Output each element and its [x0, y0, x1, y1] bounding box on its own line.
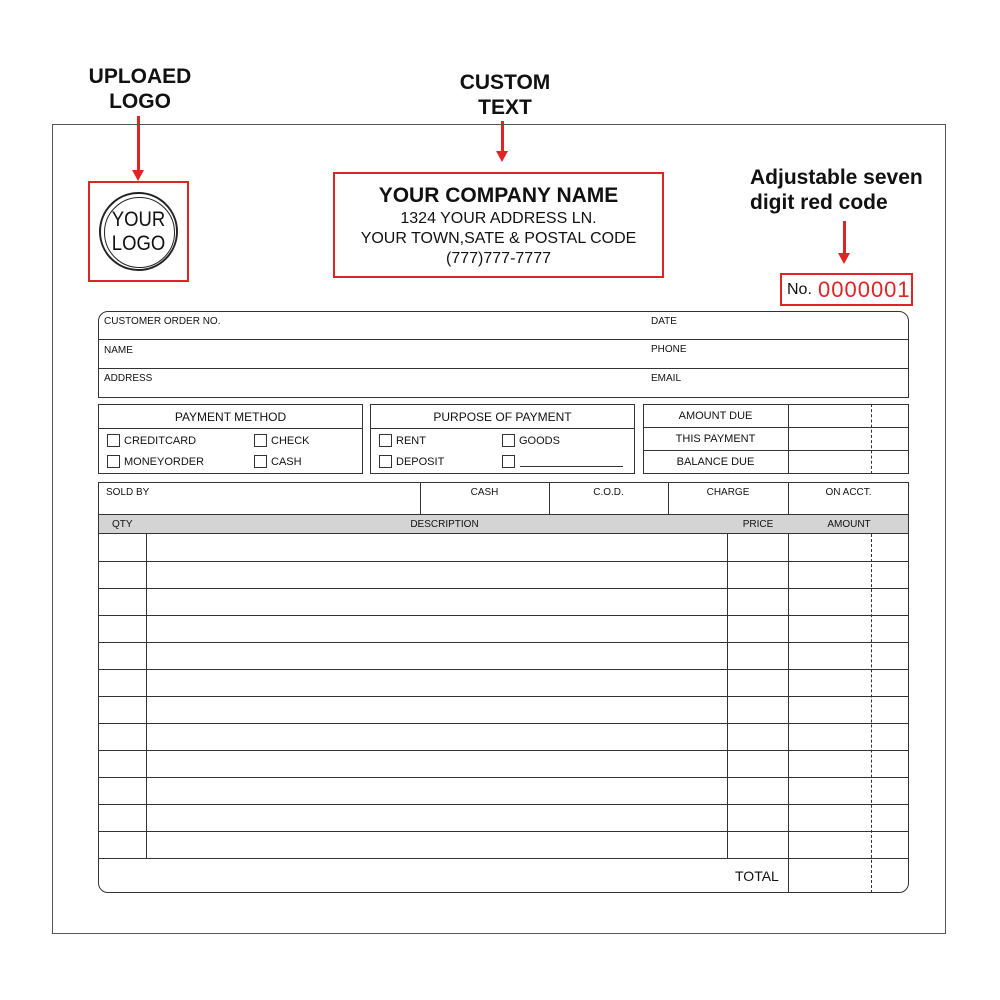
name-label: NAME: [104, 345, 133, 356]
creditcard-label: CREDITCARD: [124, 435, 197, 447]
callout-logo-line2: LOGO: [109, 90, 171, 113]
balance-due-label: BALANCE DUE: [676, 456, 755, 468]
callout-logo-line1: UPLOAED: [88, 65, 192, 88]
table-row[interactable]: [98, 669, 909, 670]
sold-cash-label: CASH: [470, 487, 499, 498]
company-address: 1324 YOUR ADDRESS LN.: [400, 210, 597, 227]
table-row[interactable]: [98, 615, 909, 616]
goods-checkbox[interactable]: [502, 434, 515, 447]
table-row[interactable]: [98, 804, 909, 805]
table-row[interactable]: [98, 642, 909, 643]
sold-by-label: SOLD BY: [106, 487, 150, 498]
email-label: EMAIL: [651, 373, 682, 384]
callout-text-line2: TEXT: [478, 96, 532, 119]
payment-method-title: PAYMENT METHOD: [174, 410, 287, 424]
payment-method-divider: [98, 428, 363, 429]
cash-checkbox[interactable]: [254, 455, 267, 468]
check-checkbox[interactable]: [254, 434, 267, 447]
logo-text-line2: LOGO: [111, 232, 166, 255]
table-row[interactable]: [98, 561, 909, 562]
price-header: PRICE: [742, 519, 774, 530]
rent-checkbox[interactable]: [379, 434, 392, 447]
amount-header: AMOUNT: [827, 519, 871, 530]
logo-circle-icon: [99, 192, 178, 271]
address-label: ADDRESS: [104, 373, 153, 384]
callout-logo: [60, 64, 220, 114]
check-label: CHECK: [271, 435, 310, 447]
deposit-checkbox[interactable]: [379, 455, 392, 468]
this-payment-label: THIS PAYMENT: [675, 433, 756, 445]
table-row[interactable]: [98, 831, 909, 832]
purpose-title: PURPOSE OF PAYMENT: [433, 410, 572, 424]
creditcard-checkbox[interactable]: [107, 434, 120, 447]
serial-number-value: 0000001: [818, 277, 911, 302]
description-header: DESCRIPTION: [410, 519, 479, 530]
moneyorder-checkbox[interactable]: [107, 455, 120, 468]
total-label: TOTAL: [735, 868, 779, 884]
qty-header: QTY: [112, 519, 133, 530]
table-row[interactable]: [98, 750, 909, 751]
amounts-divider: [643, 450, 909, 451]
table-row[interactable]: [98, 588, 909, 589]
phone-label: PHONE: [651, 344, 687, 355]
callout-custom-text: [425, 70, 585, 120]
order-no-label: CUSTOMER ORDER NO.: [104, 316, 221, 327]
callout-code-line1: Adjustable seven: [750, 166, 923, 189]
company-city: YOUR TOWN,SATE & POSTAL CODE: [360, 230, 637, 247]
company-header: [333, 172, 664, 278]
rent-label: RENT: [396, 435, 426, 447]
company-phone: (777)777-7777: [446, 250, 551, 267]
purpose-divider: [370, 428, 635, 429]
moneyorder-label: MONEYORDER: [124, 456, 205, 468]
table-row[interactable]: [98, 696, 909, 697]
table-row[interactable]: [98, 858, 909, 859]
amount-due-label: AMOUNT DUE: [678, 410, 753, 422]
logo-text-line1: YOUR: [111, 208, 166, 231]
table-row[interactable]: [98, 777, 909, 778]
sold-cod-label: C.O.D.: [593, 487, 624, 498]
amounts-divider: [643, 427, 909, 428]
callout-text-line1: CUSTOM: [459, 71, 551, 94]
callout-code-line2: digit red code: [750, 191, 888, 214]
company-name: YOUR COMPANY NAME: [378, 184, 619, 207]
customer-row-divider: [98, 368, 909, 369]
customer-row-divider: [98, 339, 909, 340]
serial-number-box: [780, 273, 913, 306]
sold-on-acct-label: ON ACCT.: [825, 487, 872, 498]
serial-number-label: No.: [787, 281, 812, 298]
other-checkbox[interactable]: [502, 455, 515, 468]
sold-charge-label: CHARGE: [706, 487, 750, 498]
other-purpose-line[interactable]: [520, 466, 623, 467]
logo-placeholder: [88, 181, 189, 282]
amounts-column-divider: [788, 404, 789, 474]
cash-label: CASH: [271, 456, 302, 468]
deposit-label: DEPOSIT: [396, 456, 445, 468]
goods-label: GOODS: [519, 435, 560, 447]
amounts-cents-divider: [871, 404, 872, 474]
date-label: DATE: [651, 316, 677, 327]
table-row[interactable]: [98, 723, 909, 724]
